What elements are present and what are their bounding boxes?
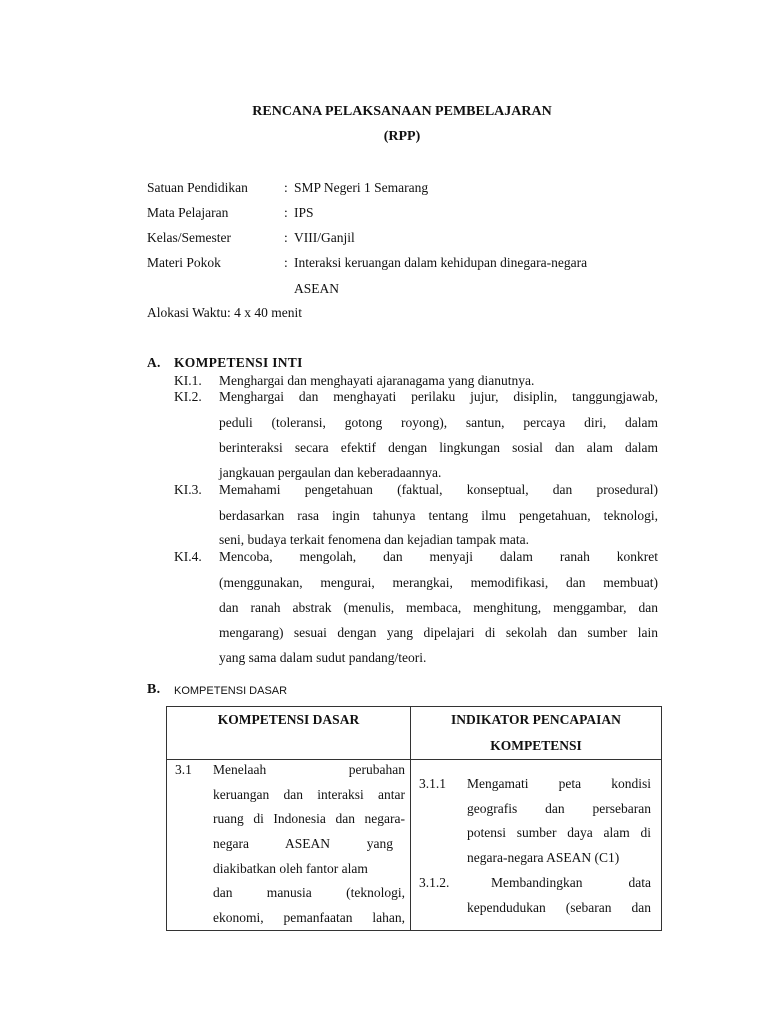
identity-label-materi: Materi Pokok	[147, 255, 221, 270]
ki-line: peduli (toleransi, gotong royong), santun, percaya diri, dalam	[219, 415, 658, 430]
ipk-line: Membandingkan data	[491, 875, 651, 890]
ki-number: KI.2.	[174, 389, 202, 404]
ki-line: berinteraksi secara efektif dengan lingkungan sosial dan alam dalam	[219, 440, 658, 455]
ki-line: dan ranah abstrak (menulis, membaca, menghitung, menggambar, dan	[219, 600, 658, 615]
header-kd-text: KOMPETENSI DASAR	[217, 712, 360, 727]
identity-value-mapel: IPS	[294, 205, 314, 220]
ki-line: mengarang) sesuai dengan yang dipelajari di sekolah dan sumber lain	[219, 625, 658, 640]
identity-value-satuan: SMP Negeri 1 Semarang	[294, 180, 429, 195]
ki-line: Mencoba, mengolah, dan menyaji dalam ranah konkret	[219, 549, 658, 564]
identity-colon: :	[284, 255, 288, 270]
identity-colon: :	[284, 230, 288, 245]
section-b-title: KOMPETENSI DASAR	[174, 685, 288, 697]
kd-line: ruang di Indonesia dan negara-	[213, 811, 405, 826]
ipk-line: negara-negara ASEAN (C1)	[467, 850, 620, 865]
ipk-line: kependudukan (sebaran dan	[467, 900, 651, 915]
table-header-ipk	[411, 707, 662, 760]
ipk-number: 3.1.2.	[419, 875, 450, 890]
table-header-kd	[167, 707, 411, 760]
ki-line: berdasarkan rasa ingin tahunya tentang ilmu pengetahuan, teknologi,	[219, 508, 658, 523]
kd-line: diakibatkan oleh fantor alam	[213, 861, 368, 876]
section-a-letter: A.	[147, 355, 161, 370]
ki-number: KI.4.	[174, 549, 202, 564]
kd-line: negara ASEAN yang	[213, 836, 393, 851]
header-ipk-line1: INDIKATOR PENCAPAIAN	[451, 712, 621, 727]
ki-line: Memahami pengetahuan (faktual, konseptual, dan prosedural)	[219, 482, 658, 497]
identity-value-materi: Interaksi keruangan dalam kehidupan dinegara-negara	[294, 255, 588, 270]
ki-line: jangkauan pergaulan dan keberadaannya.	[219, 465, 442, 480]
kompetensi-dasar-table	[166, 706, 662, 931]
kd-number: 3.1	[175, 762, 192, 777]
identity-colon: :	[284, 180, 288, 195]
identity-colon: :	[284, 205, 288, 220]
kd-line: Menelaah perubahan	[213, 762, 405, 777]
kd-line: keruangan dan interaksi antar	[213, 787, 405, 802]
kd-line: dan manusia (teknologi,	[213, 885, 405, 900]
ki-line: seni, budaya terkait fenomena dan kejadian tampak mata.	[219, 532, 529, 547]
ki-line: yang sama dalam sudut pandang/teori.	[219, 650, 427, 665]
identity-label-mapel: Mata Pelajaran	[147, 205, 229, 220]
ki-number: KI.1.	[174, 373, 202, 388]
identity-label-kelas: Kelas/Semester	[147, 230, 231, 245]
document-title: RENCANA PELAKSANAAN PEMBELAJARAN	[252, 104, 552, 119]
ipk-line: Mengamati peta kondisi	[467, 776, 651, 791]
ipk-cell	[411, 760, 662, 931]
identity-label-satuan: Satuan Pendidikan	[147, 180, 248, 195]
ipk-line: geografis dan persebaran	[467, 801, 651, 816]
section-b-letter: B.	[147, 682, 161, 697]
ki-line: Menghargai dan menghayati perilaku jujur, disiplin, tanggungjawab,	[219, 389, 658, 404]
section-a-title: KOMPETENSI INTI	[174, 355, 303, 370]
ipk-line: potensi sumber daya alam di	[467, 825, 651, 840]
alokasi-waktu: Alokasi Waktu: 4 x 40 menit	[147, 305, 303, 320]
header-ipk-line2: KOMPETENSI	[490, 738, 582, 753]
document-subtitle: (RPP)	[383, 129, 421, 144]
ki-line: (menggunakan, mengurai, merangkai, memodifikasi, dan membuat)	[219, 575, 658, 590]
ipk-number: 3.1.1	[419, 776, 446, 791]
ki-number: KI.3.	[174, 482, 202, 497]
identity-value-kelas: VIII/Ganjil	[294, 230, 355, 245]
kd-line: ekonomi, pemanfaatan lahan,	[213, 910, 405, 925]
identity-value-materi-cont: ASEAN	[294, 281, 340, 296]
kd-cell	[167, 760, 411, 931]
ki-line: Menghargai dan menghayati ajaranagama yang dianutnya.	[219, 373, 535, 388]
